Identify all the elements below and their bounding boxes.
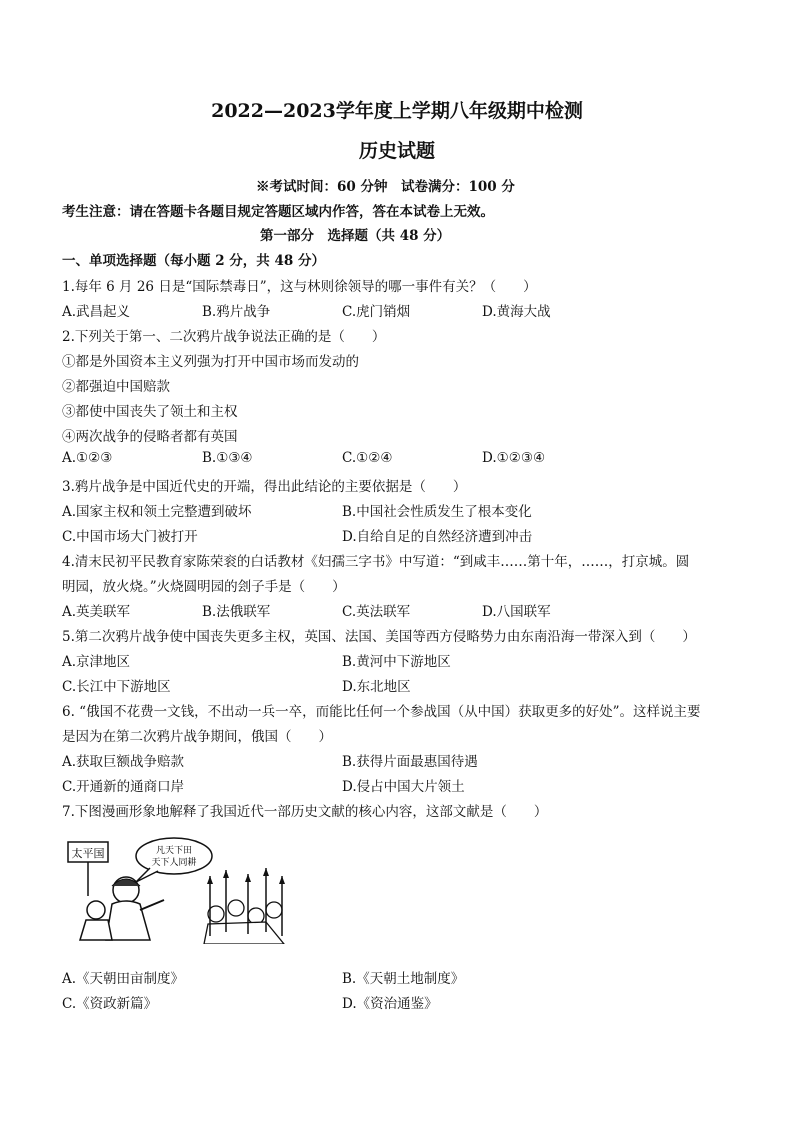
part-heading: 第一部分 选择题（共 48 分）	[260, 228, 451, 244]
option-c: C.长江中下游地区	[62, 679, 171, 695]
option-a: A.英美联军	[62, 604, 131, 620]
question-stem: 5.第二次鸦片战争使中国丧失更多主权，英国、法国、美国等西方侵略势力由东南沿海一带深入到（ ）	[62, 629, 696, 645]
option-d: D.东北地区	[342, 679, 411, 695]
option-c: C.①②④	[342, 450, 393, 466]
option-b: B.黄河中下游地区	[342, 654, 451, 670]
question-stem: 3.鸦片战争是中国近代史的开端，得出此结论的主要依据是（ ）	[62, 479, 467, 495]
question-stem: 2.下列关于第一、二次鸦片战争说法正确的是（ ）	[62, 329, 386, 345]
option-c: C.中国市场大门被打开	[62, 529, 198, 545]
option-a: A.①②③	[62, 450, 113, 466]
option-d: D.八国联军	[482, 604, 551, 620]
option-d: D.自给自足的自然经济遭到冲击	[342, 529, 533, 545]
option-a: A.获取巨额战争赔款	[62, 754, 185, 770]
option-d: D.侵占中国大片领土	[342, 779, 465, 795]
option-a: A.《天朝田亩制度》	[62, 971, 185, 987]
option-b: B.获得片面最惠国待遇	[342, 754, 478, 770]
question-statement: ④两次战争的侵略者都有英国	[62, 429, 238, 445]
option-c: C.《资政新篇》	[62, 996, 158, 1012]
option-a: A.国家主权和领土完整遭到破坏	[62, 504, 252, 520]
question-stem: 4.清末民初平民教育家陈荣衮的白话教材《妇孺三字书》中写道：“到咸丰……第十年，……，打京城。圆	[62, 554, 690, 570]
question-stem-cont: 是因为在第二次鸦片战争期间，俄国（ ）	[62, 729, 332, 745]
option-c: C.英法联军	[342, 604, 411, 620]
exam-info: ※考试时间：60 分钟 试卷满分：100 分	[256, 179, 515, 195]
exam-title: 2022—2023学年度上学期八年级期中检测	[211, 100, 583, 122]
option-c: C.开通新的通商口岸	[62, 779, 185, 795]
cartoon-illustration	[66, 836, 288, 944]
exam-notice: 考生注意：请在答题卡各题目规定答题区域内作答，答在本试卷上无效。	[62, 204, 494, 220]
question-statement: ③都使中国丧失了领土和主权	[62, 404, 238, 420]
question-stem: 1.每年 6 月 26 日是“国际禁毒日”，这与林则徐领导的哪一事件有关？（ ）	[62, 279, 537, 295]
option-b: B.法俄联军	[202, 604, 271, 620]
option-a: A.京津地区	[62, 654, 131, 670]
question-statement: ②都强迫中国赔款	[62, 379, 170, 395]
question-stem-cont: 明园，放火烧。”火烧圆明园的刽子手是（ ）	[62, 579, 346, 595]
option-b: B.鸦片战争	[202, 304, 271, 320]
cartoon-bubble-line1: 凡天下田	[155, 846, 193, 856]
cartoon-bubble-line2: 天下人同耕	[151, 858, 197, 868]
question-stem: 6. “俄国不花费一文钱，不出动一兵一卒，而能比任何一个参战国（从中国）获取更多的好处”。这样说主要	[62, 704, 701, 720]
option-d: D.黄海大战	[482, 304, 551, 320]
exam-subtitle: 历史试题	[358, 140, 435, 162]
option-a: A.武昌起义	[62, 304, 131, 320]
cartoon-sign-text: 太平国	[71, 847, 105, 860]
option-c: C.虎门销烟	[342, 304, 411, 320]
question-statement: ①都是外国资本主义列强为打开中国市场而发动的	[62, 354, 359, 370]
option-b: B.《天朝土地制度》	[342, 971, 465, 987]
option-b: B.①③④	[202, 450, 253, 466]
question-stem: 7.下图漫画形象地解释了我国近代一部历史文献的核心内容，这部文献是（ ）	[62, 804, 548, 820]
option-d: D.①②③④	[482, 450, 546, 466]
option-d: D.《资治通鉴》	[342, 996, 438, 1012]
section-heading: 一、单项选择题（每小题 2 分，共 48 分）	[62, 253, 325, 269]
option-b: B.中国社会性质发生了根本变化	[342, 504, 532, 520]
